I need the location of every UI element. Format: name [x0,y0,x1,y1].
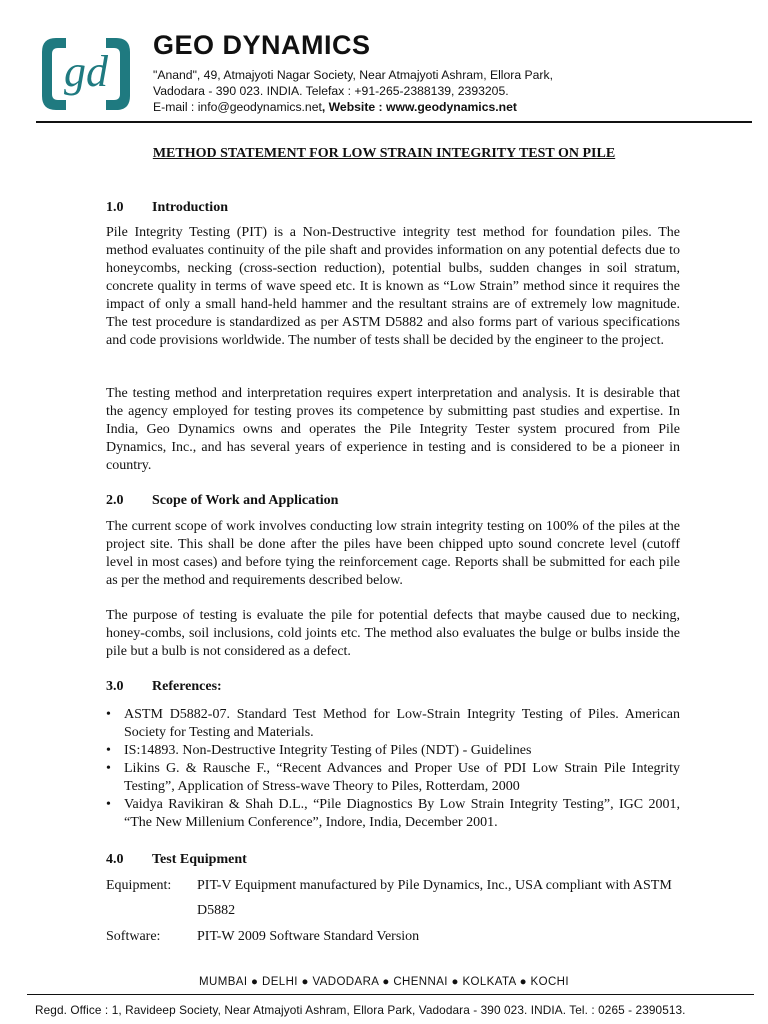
section-title: Test Equipment [152,852,247,867]
city: KOCHI [530,976,569,988]
software-label: Software: [106,929,161,944]
section-1-heading [106,200,228,216]
software-value: PIT-W 2009 Software Standard Version [197,929,420,944]
section-number: 3.0 [106,679,124,694]
footer-divider [27,994,754,995]
logo-text: gd [64,47,108,96]
address-line-1: "Anand", 49, Atmajyoti Nagar Society, Near Atmajyoti Ashram, Ellora Park, [153,68,553,82]
section-3-heading [106,679,222,695]
website-label: , Website : [321,100,386,114]
email-link[interactable]: info@geodynamics.net [197,100,322,114]
city: DELHI [262,976,298,988]
section-number: 1.0 [106,200,124,215]
city: KOLKATA [462,976,516,988]
references-list [106,706,680,832]
section-number: 2.0 [106,493,124,508]
bullet-icon: ● [382,976,390,988]
city: VADODARA [312,976,379,988]
intro-paragraph-1: Pile Integrity Testing (PIT) is a Non-Destructive integrity test method for foundation piles. The method evaluates continuity of the pile shaft and provides information on any potential defects due to honeycombs, necking (cross-section reduction), potential bulbs, sudden changes in soil stratum, concrete quality in terms of wave speed etc. It is known as “Low Strain” method since it requires the impact of only a small hand-held hammer and the resultant strains are of extremely low magnitude. The test procedure is standardized as per ASTM D5882 and also forms part of various specifications and code provisions worldwide. The number of tests shall be decided by the engineer to the project. [106,225,680,348]
website-link[interactable]: www.geodynamics.net [385,100,517,114]
address-line-2: Vadodara - 390 023. INDIA. Telefax : +91-265-2388139, 2393205. [153,84,509,98]
reference-item: • Vaidya Ravikiran & Shah D.L., “Pile Diagnostics By Low Strain Integrity Testing”, IGC 2001, “The New Millenium Conference”, Indore, India, December 2001. [106,796,680,832]
header-divider [36,121,752,123]
document-title: METHOD STATEMENT FOR LOW STRAIN INTEGRITY TEST ON PILE [152,146,616,161]
bullet-icon: ● [519,976,527,988]
branch-cities [0,976,768,988]
registered-office: Regd. Office : 1, Ravideep Society, Near Atmajyoti Ashram, Ellora Park, Vadodara - 390 023. INDIA. Tel. : 0265 - 2390513. [35,1003,686,1017]
intro-paragraph-2: The testing method and interpretation requires expert interpretation and analysis. It is desirable that the agency employed for testing proves its competence by submitting past studies and expertise. In India, Geo Dynamics owns and operates the Pile Integrity Tester system procured from Pile Dynamics, Inc., and has several years of experience in testing and is considered to be a pioneer in country. [106,386,680,473]
company-name: GEO DYNAMICS [153,30,371,60]
scope-paragraph-1: The current scope of work involves conducting low strain integrity testing on 100% of the piles at the project site. This shall be done after the piles have been chipped upto sound concrete level (cutoff level in most cases) and before tying the reinforcement cage. Reports shall be submitted for each pile as per the method and requirements described below. [106,519,680,588]
equipment-label: Equipment: [106,878,172,893]
reference-item: • IS:14893. Non-Destructive Integrity Testing of Piles (NDT) - Guidelines [106,742,680,760]
section-title: References: [152,679,222,694]
reference-item: • Likins G. & Rausche F., “Recent Advances and Proper Use of PDI Low Strain Pile Integrity Testing”, Application of Stress-wave Theory to Piles, Rotterdam, 2000 [106,760,680,796]
email-label: E-mail : [153,100,198,114]
section-2-heading [106,493,338,509]
contact-line [153,100,517,114]
section-4-heading [106,852,247,868]
bullet-icon: ● [451,976,459,988]
city: CHENNAI [393,976,448,988]
bullet-icon: ● [301,976,309,988]
company-logo [40,36,132,112]
gd-logo-icon [40,36,132,112]
equipment-value: PIT-V Equipment manufactured by Pile Dynamics, Inc., USA compliant with ASTM D5882 [197,878,672,918]
section-number: 4.0 [106,852,124,867]
city: MUMBAI [199,976,248,988]
reference-item: • ASTM D5882-07. Standard Test Method for Low-Strain Integrity Testing of Piles. American Society for Testing and Materials. [106,706,680,742]
section-title: Introduction [152,200,228,215]
scope-paragraph-2: The purpose of testing is evaluate the pile for potential defects that maybe caused due to necking, honey-combs, soil inclusions, cold joints etc. The method also evaluates the bulge or bulbs inside the pile but a bulb is not considered as a defect. [106,608,680,659]
section-title: Scope of Work and Application [152,493,339,508]
bullet-icon: ● [251,976,259,988]
